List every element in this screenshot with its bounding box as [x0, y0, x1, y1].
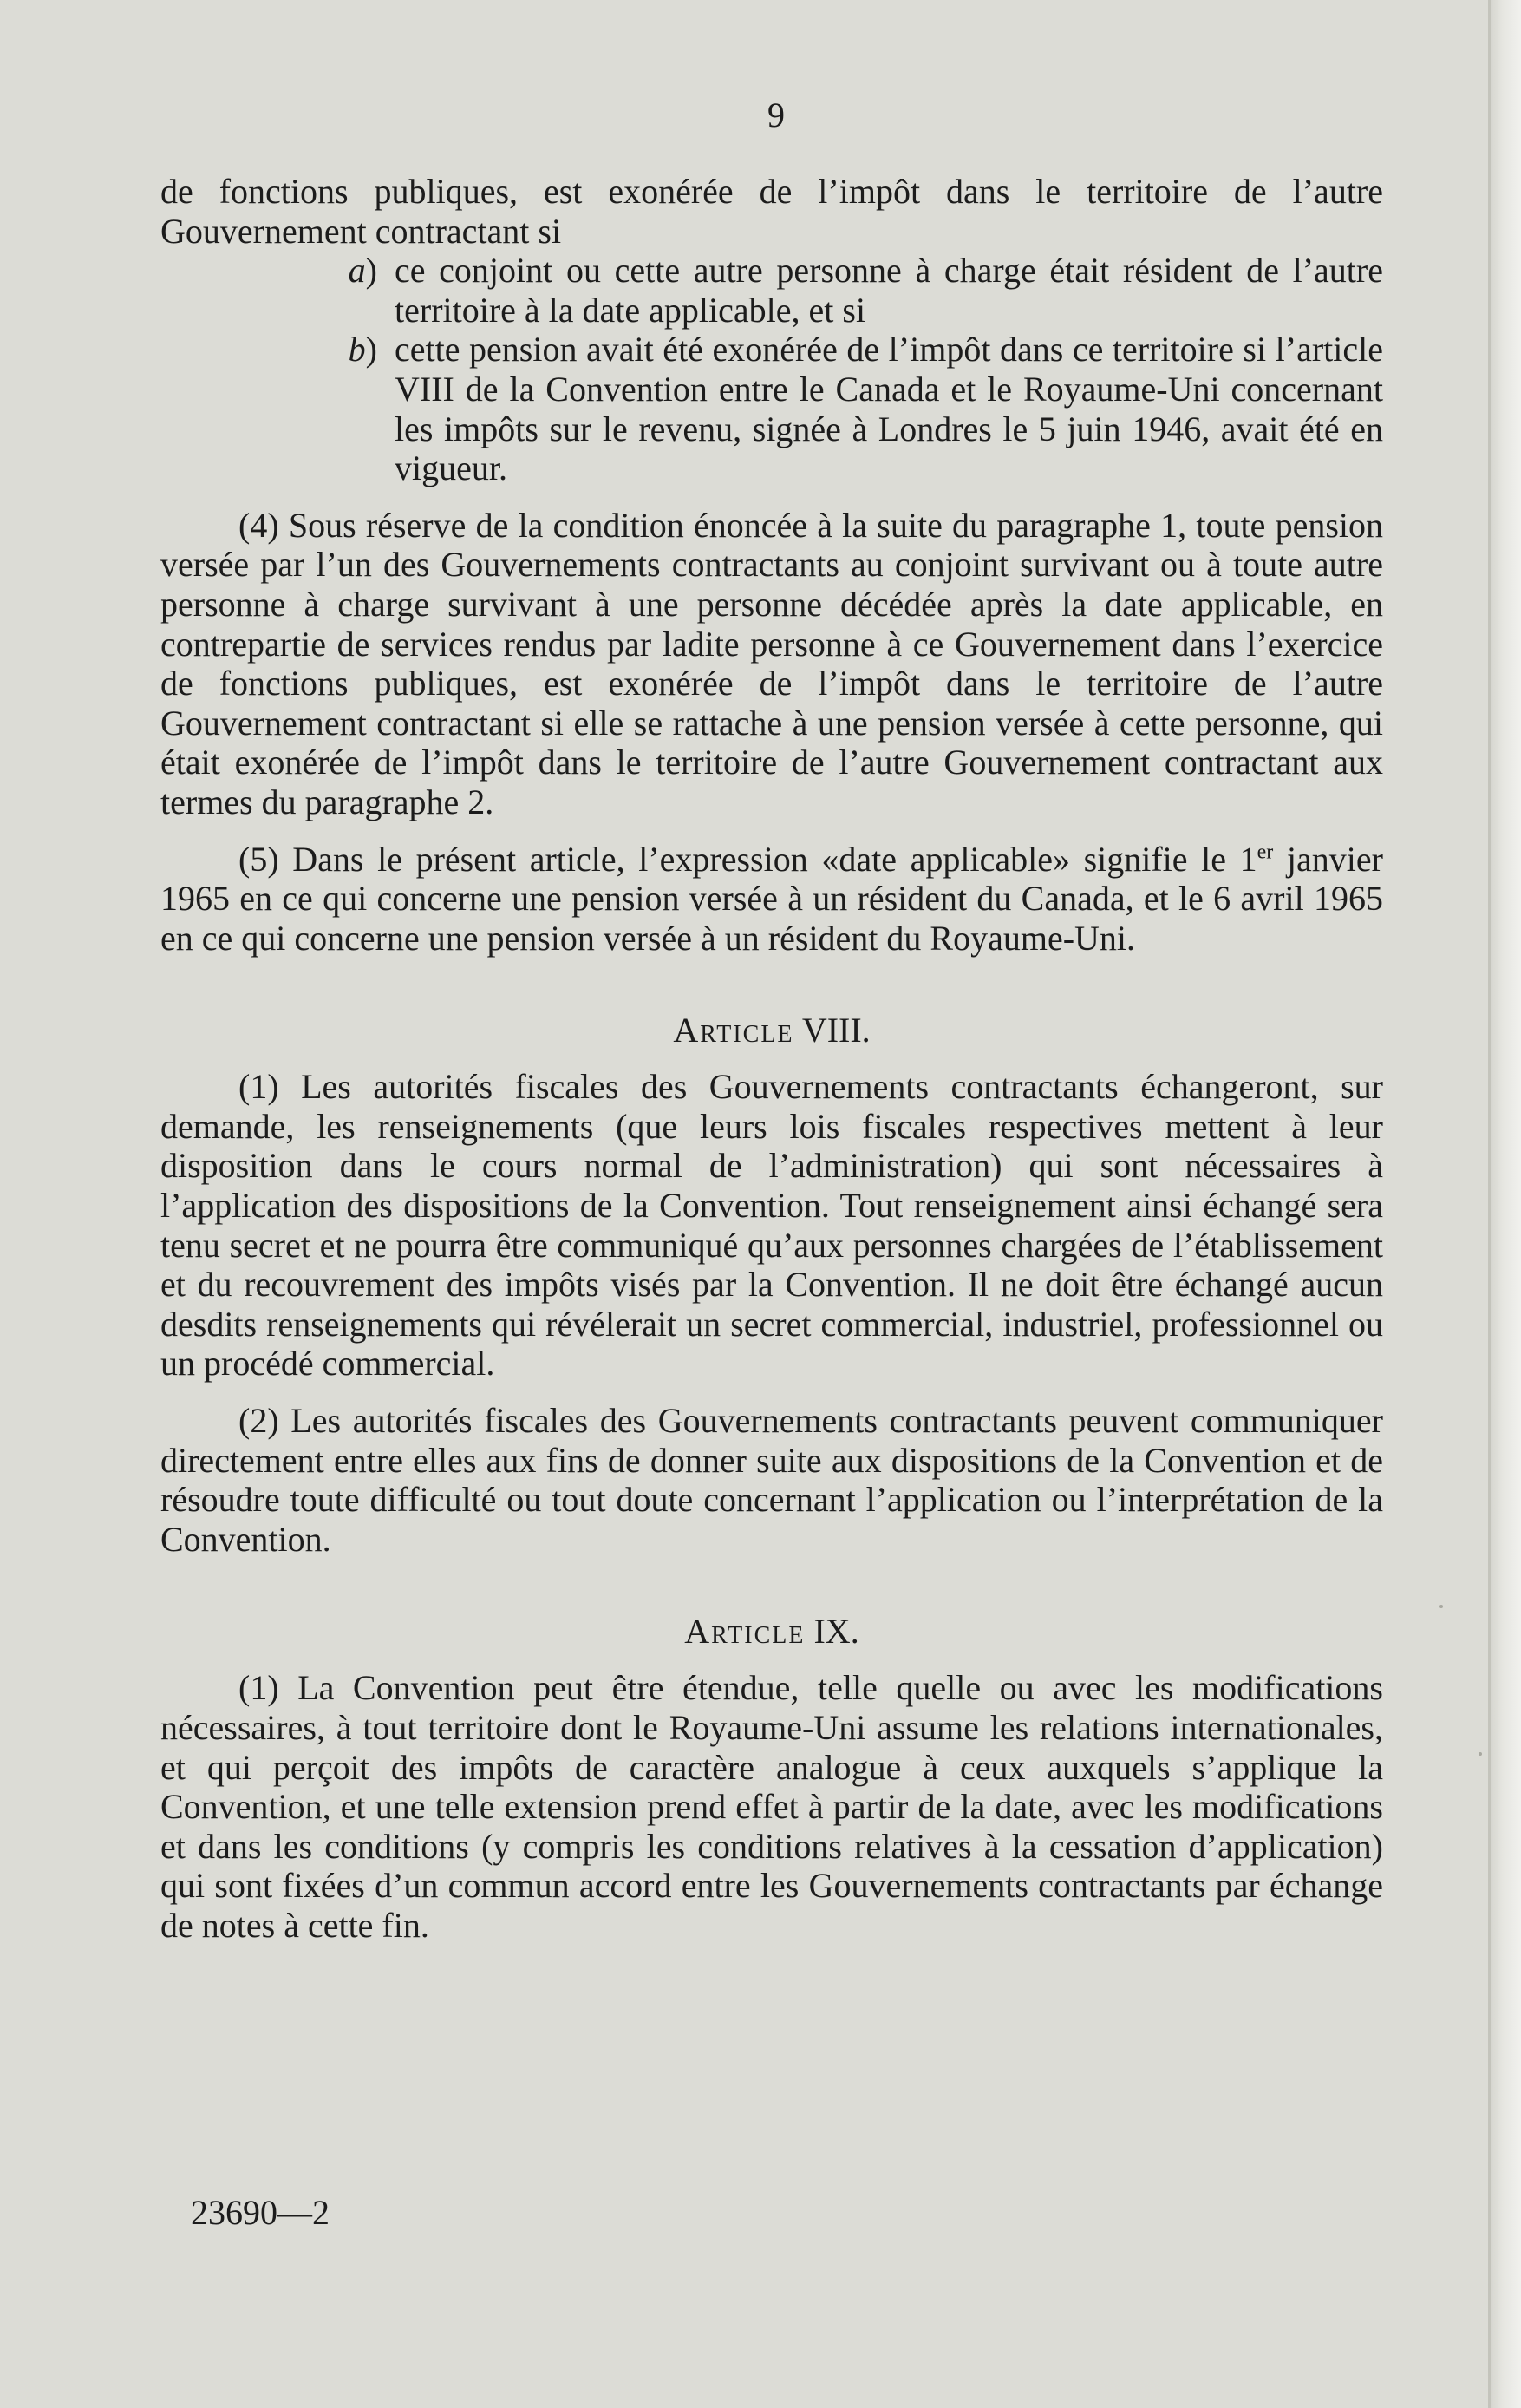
list-marker-b: b) — [348, 330, 377, 370]
article-viii-paragraph-2: (2) Les autorités fiscales des Gouvernements contractants peuvent communiquer directement entre elles aux fins de donner suite aux dispositions de la Convention et de résoudre toute difficulté ou tout doute concernant l’application ou l’interprétation de la Convention. — [160, 1401, 1383, 1559]
article-ix-heading: Article IX. — [684, 1612, 859, 1652]
article-ix-paragraph-1: (1) La Convention peut être étendue, telle quelle ou avec les modifications nécessaires, à tout territoire dont le Royaume-Uni assume les relations internationales, et qui perçoit des impôts de caractère analogue à ceux auxquels s’applique la Convention, et une telle extension prend effet à partir de la date, avec les modifications et dans les conditions (y compris les conditions relatives à la cessation d’application) qui sont fixées d’un commun accord entre les Gouvernements contractants par échange de notes à cette fin. — [160, 1668, 1383, 1945]
paper-speck — [1439, 1605, 1443, 1608]
page-number: 9 — [767, 95, 785, 134]
list-text-b: cette pension avait été exonérée de l’impôt dans ce territoire si l’article VIII de la Convention entre le Canada et le Royaume-Uni concernant les impôts sur le revenu, signée à Londres le 5 juin 1946, avait été en vigueur. — [395, 330, 1383, 488]
page-edge — [1488, 0, 1521, 2408]
list-item-b — [160, 330, 1383, 487]
footer-code: 23690—2 — [191, 2193, 330, 2232]
paragraph-5: (5) Dans le présent article, l’expression «date applicable» signifie le 1er janvier 1965 en ce qui concerne une pension versée à un résident du Canada, et le 6 avril 1965 en ce qui concerne une pension versée à un résident du Royaume-Uni. — [160, 839, 1383, 958]
paper-speck — [1479, 1752, 1482, 1756]
list-marker-a: a) — [348, 251, 377, 291]
list-text-a: ce conjoint ou cette autre personne à charge était résident de l’autre territoire à la date applicable, et si — [395, 251, 1383, 330]
article-viii-paragraph-1: (1) Les autorités fiscales des Gouvernements contractants échangeront, sur demande, les renseignements (que leurs lois fiscales respectives mettent à leur disposition dans le cours normal de l’administration) qui sont nécessaires à l’application des dispositions de la Convention. Tout renseignement ainsi échangé sera tenu secret et ne pourra être communiqué qu’aux personnes chargées de l’établissement et du recouvrement des impôts visés par la Convention. Il ne doit être échangé aucun desdits renseignements qui révélerait un secret commercial, industriel, professionnel ou un procédé commercial. — [160, 1067, 1383, 1384]
article-viii-heading: Article VIII. — [673, 1011, 871, 1050]
document-body — [160, 172, 1383, 1946]
paragraph-continued: de fonctions publiques, est exonérée de l’impôt dans le territoire de l’autre Gouvernement contractant si — [160, 172, 1383, 251]
paragraph-4: (4) Sous réserve de la condition énoncée à la suite du paragraphe 1, toute pension versée par l’un des Gouvernements contractants au conjoint survivant ou à toute autre personne à charge survivant à une personne décédée après la date applicable, en contrepartie de services rendus par ladite personne à ce Gouvernement dans l’exercice de fonctions publiques, est exonérée de l’impôt dans le territoire de l’autre Gouvernement contractant si elle se rattache à une pension versée à cette personne, qui était exonérée de l’impôt dans le territoire de l’autre Gouvernement contractant aux termes du paragraphe 2. — [160, 505, 1383, 821]
list-item-a — [160, 251, 1383, 330]
